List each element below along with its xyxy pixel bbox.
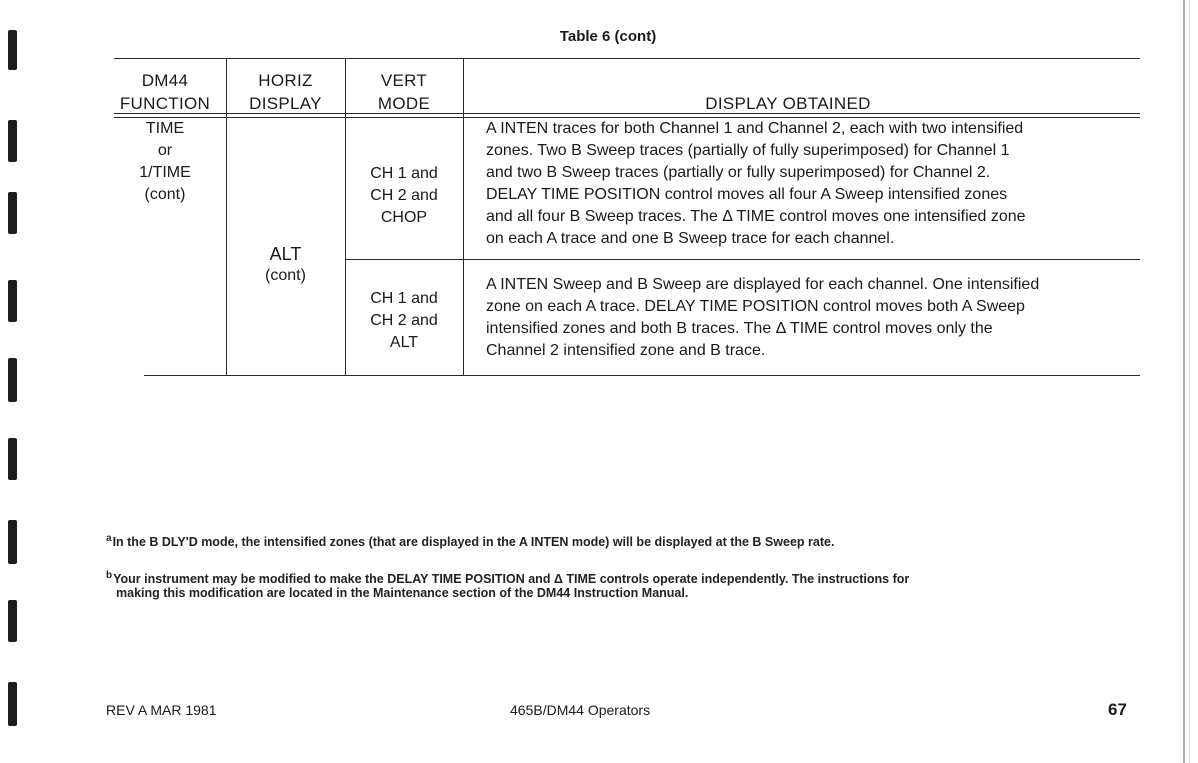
- function-line: (cont): [144, 186, 186, 203]
- vert-mode-line: ALT: [389, 334, 419, 351]
- footnote-b: [106, 569, 1176, 600]
- header-text: FUNCTION: [119, 94, 211, 113]
- binder-mark: [8, 358, 17, 402]
- row-divider: [345, 259, 1140, 260]
- display-obtained-cell: [486, 274, 1136, 362]
- footnote-a: [106, 532, 1176, 549]
- function-line: TIME: [145, 120, 185, 137]
- binder-mark: [8, 192, 17, 234]
- vert-mode-cell: [347, 288, 461, 354]
- display-obtained-cell: [486, 118, 1136, 250]
- footnote-text: In the B DLY'D mode, the intensified zones (that are displayed in the A INTEN mode) will be displayed at the B Sweep rate.: [112, 535, 835, 549]
- table-caption: Table 6 (cont): [559, 28, 657, 45]
- display-line: A INTEN traces for both Channel 1 and Channel 2, each with two intensified: [486, 120, 1024, 137]
- column-divider: [345, 58, 346, 375]
- header-text: DISPLAY OBTAINED: [705, 94, 871, 113]
- vert-mode-line: CH 1 and: [370, 165, 438, 182]
- header-dm44-function: [108, 69, 222, 115]
- display-line: Channel 2 intensified zone and B trace.: [486, 342, 766, 359]
- display-line: zones. Two B Sweep traces (partially of fully superimposed) for Channel 1: [486, 142, 1010, 159]
- column-divider: [463, 58, 464, 375]
- header-text: DM44: [141, 71, 189, 90]
- page-edge: [1189, 0, 1190, 763]
- display-line: DELAY TIME POSITION control moves all four A Sweep intensified zones: [486, 186, 1008, 203]
- footnote-text: making this modification are located in the Maintenance section of the DM44 Instruction Manual.: [116, 586, 689, 600]
- footnote-marker: b: [106, 570, 113, 581]
- display-line: on each A trace and one B Sweep trace for each channel.: [486, 230, 895, 247]
- vert-mode-line: CH 2 and: [370, 312, 438, 329]
- footnote-text: Your instrument may be modified to make the DELAY TIME POSITION and Δ TIME controls operate independently. The instructions for: [113, 572, 910, 586]
- display-line: A INTEN Sweep and B Sweep are displayed for each channel. One intensified: [486, 276, 1040, 293]
- binder-mark: [8, 520, 17, 564]
- header-text: HORIZ: [258, 71, 313, 90]
- binder-mark: [8, 600, 17, 642]
- header-display-obtained: [465, 92, 1111, 115]
- horiz-line: ALT: [269, 244, 302, 264]
- header-vert-mode: [347, 69, 461, 115]
- binder-mark: [8, 120, 17, 162]
- table-top-rule: [114, 58, 1140, 59]
- header-text: MODE: [377, 94, 431, 113]
- vert-mode-line: CHOP: [380, 209, 428, 226]
- page-edge: [1183, 0, 1185, 763]
- table-bottom-rule: [144, 375, 1140, 376]
- function-line: or: [157, 142, 173, 159]
- page-number: 67: [1108, 700, 1127, 719]
- vert-mode-line: CH 1 and: [370, 290, 438, 307]
- function-cell: [110, 118, 220, 206]
- vert-mode-cell: [347, 163, 461, 229]
- display-line: and all four B Sweep traces. The Δ TIME control moves one intensified zone: [486, 208, 1026, 225]
- function-line: 1/TIME: [139, 164, 191, 181]
- display-line: zone on each A trace. DELAY TIME POSITION control moves both A Sweep: [486, 298, 1025, 315]
- footer-manual-title: 465B/DM44 Operators: [510, 702, 651, 718]
- column-divider: [226, 58, 227, 375]
- horiz-cell: [228, 243, 343, 287]
- binder-mark: [8, 682, 17, 726]
- header-horiz-display: [228, 69, 343, 115]
- footer-revision: REV A MAR 1981: [106, 702, 217, 718]
- footnote-marker: a: [106, 533, 112, 544]
- display-line: and two B Sweep traces (partially or fully superimposed) for Channel 2.: [486, 164, 991, 181]
- vert-mode-line: CH 2 and: [370, 187, 438, 204]
- display-line: intensified zones and both B traces. The Δ TIME control moves only the: [486, 320, 993, 337]
- header-text: DISPLAY: [249, 94, 322, 113]
- binder-mark: [8, 438, 17, 480]
- horiz-line: (cont): [265, 267, 306, 284]
- header-text: VERT: [380, 71, 428, 90]
- binder-mark: [8, 280, 17, 322]
